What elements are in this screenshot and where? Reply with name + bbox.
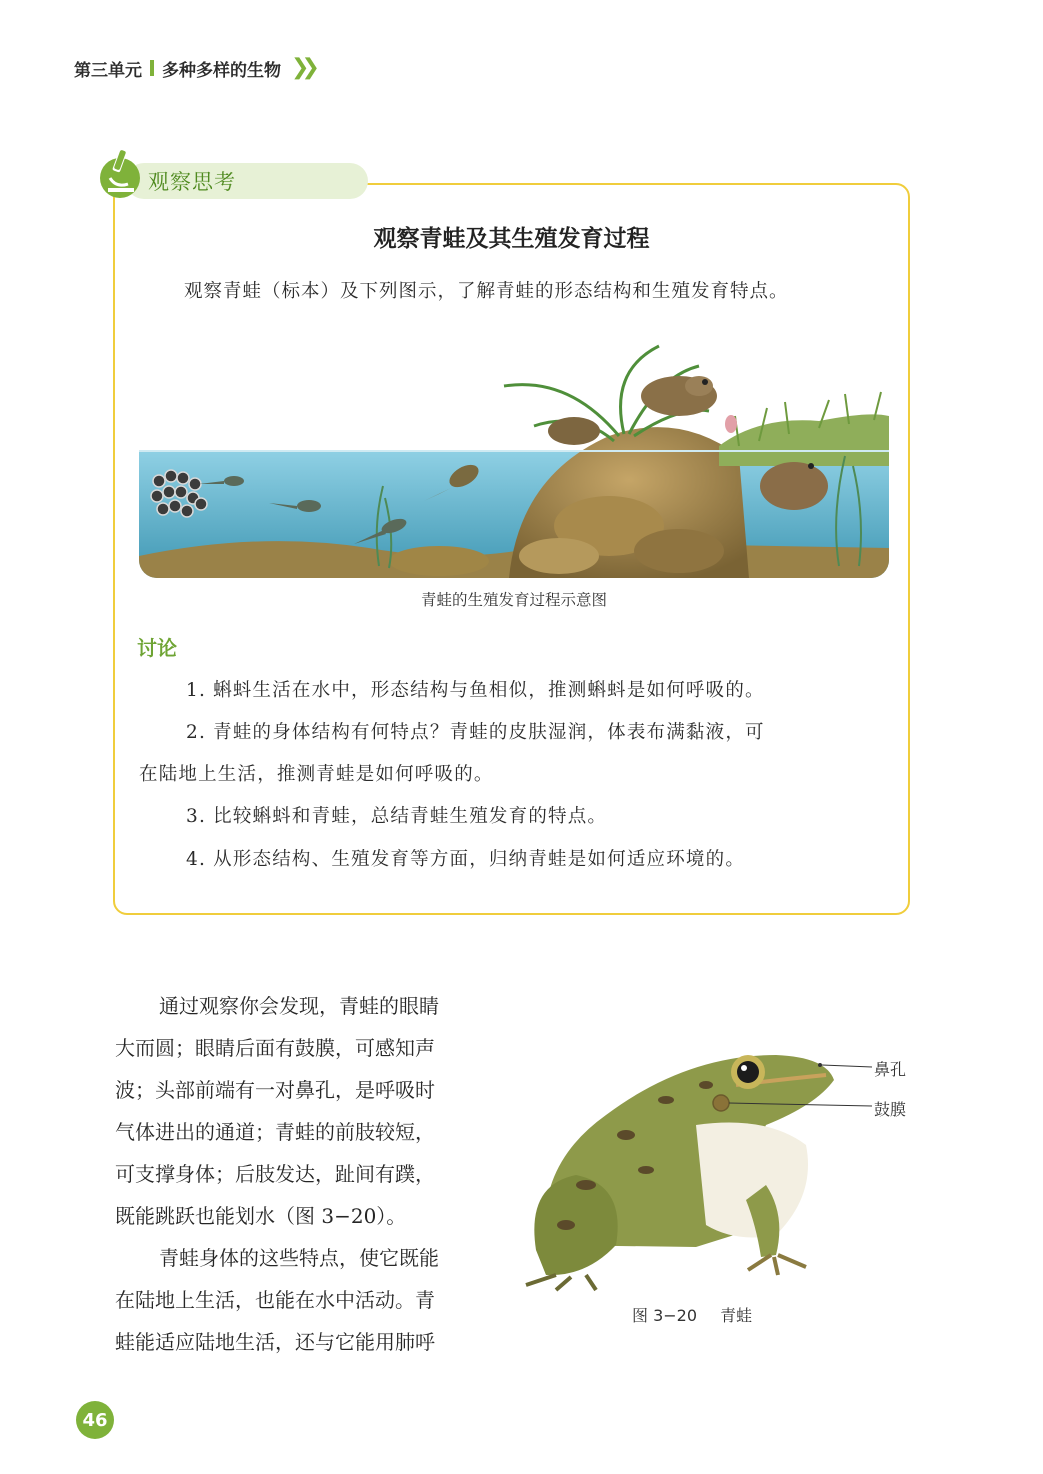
question-2: 2. 青蛙的身体结构有何特点？青蛙的皮肤湿润，体表布满黏液，可	[186, 722, 765, 743]
unit-label: 第三单元	[74, 60, 142, 81]
body-line: 大而圆；眼睛后面有鼓膜，可感知声	[115, 1036, 435, 1060]
body-line: 既能跳跃也能划水（图 3−20）。	[115, 1204, 407, 1228]
body-line: 气体进出的通道；青蛙的前肢较短，	[115, 1120, 435, 1144]
body-line: 在陆地上生活，也能在水中活动。青	[115, 1288, 435, 1312]
header-divider	[150, 60, 154, 76]
body-line: 青蛙身体的这些特点，使它既能	[159, 1246, 439, 1270]
figure-number: 图 3−20	[632, 1306, 698, 1325]
scene-caption: 青蛙的生殖发育过程示意图	[420, 591, 607, 609]
question-1: 1. 蝌蚪生活在水中，形态结构与鱼相似，推测蝌蚪是如何呼吸的。	[186, 680, 765, 701]
activity-title: 观察青蛙及其生殖发育过程	[373, 226, 650, 252]
double-chevron-icon: ❯ ❯	[291, 55, 312, 80]
question-4: 4. 从形态结构、生殖发育等方面，归纳青蛙是如何适应环境的。	[186, 849, 746, 870]
body-line: 蛙能适应陆地生活，还与它能用肺呼	[115, 1330, 435, 1354]
frog-life-cycle-illustration	[139, 316, 889, 578]
figure-caption-text: 青蛙	[720, 1306, 753, 1325]
activity-intro: 观察青蛙（标本）及下列图示，了解青蛙的形态结构和生殖发育特点。	[184, 281, 789, 302]
body-line: 可支撑身体；后肢发达，趾间有蹼，	[115, 1162, 435, 1186]
body-line: 通过观察你会发现，青蛙的眼睛	[159, 994, 439, 1018]
question-2-continued: 在陆地上生活，推测青蛙是如何呼吸的。	[139, 764, 494, 785]
microscope-icon	[96, 142, 146, 204]
tag-label: 观察思考	[148, 170, 236, 194]
body-paragraph-2	[115, 1237, 507, 1363]
discussion-heading: 讨论	[137, 636, 177, 660]
body-paragraph-1	[115, 985, 507, 1237]
eardrum-label: 鼓膜	[874, 1100, 907, 1119]
question-3: 3. 比较蝌蚪和青蛙，总结青蛙生殖发育的特点。	[186, 806, 608, 827]
body-line: 波；头部前端有一对鼻孔，是呼吸时	[115, 1078, 435, 1102]
chapter-label: 多种多样的生物	[162, 60, 281, 81]
nostril-label: 鼻孔	[874, 1060, 907, 1079]
page-number: 46	[76, 1401, 114, 1439]
frog-photo	[516, 985, 896, 1295]
running-header	[74, 54, 312, 82]
figure-caption	[632, 1303, 752, 1326]
